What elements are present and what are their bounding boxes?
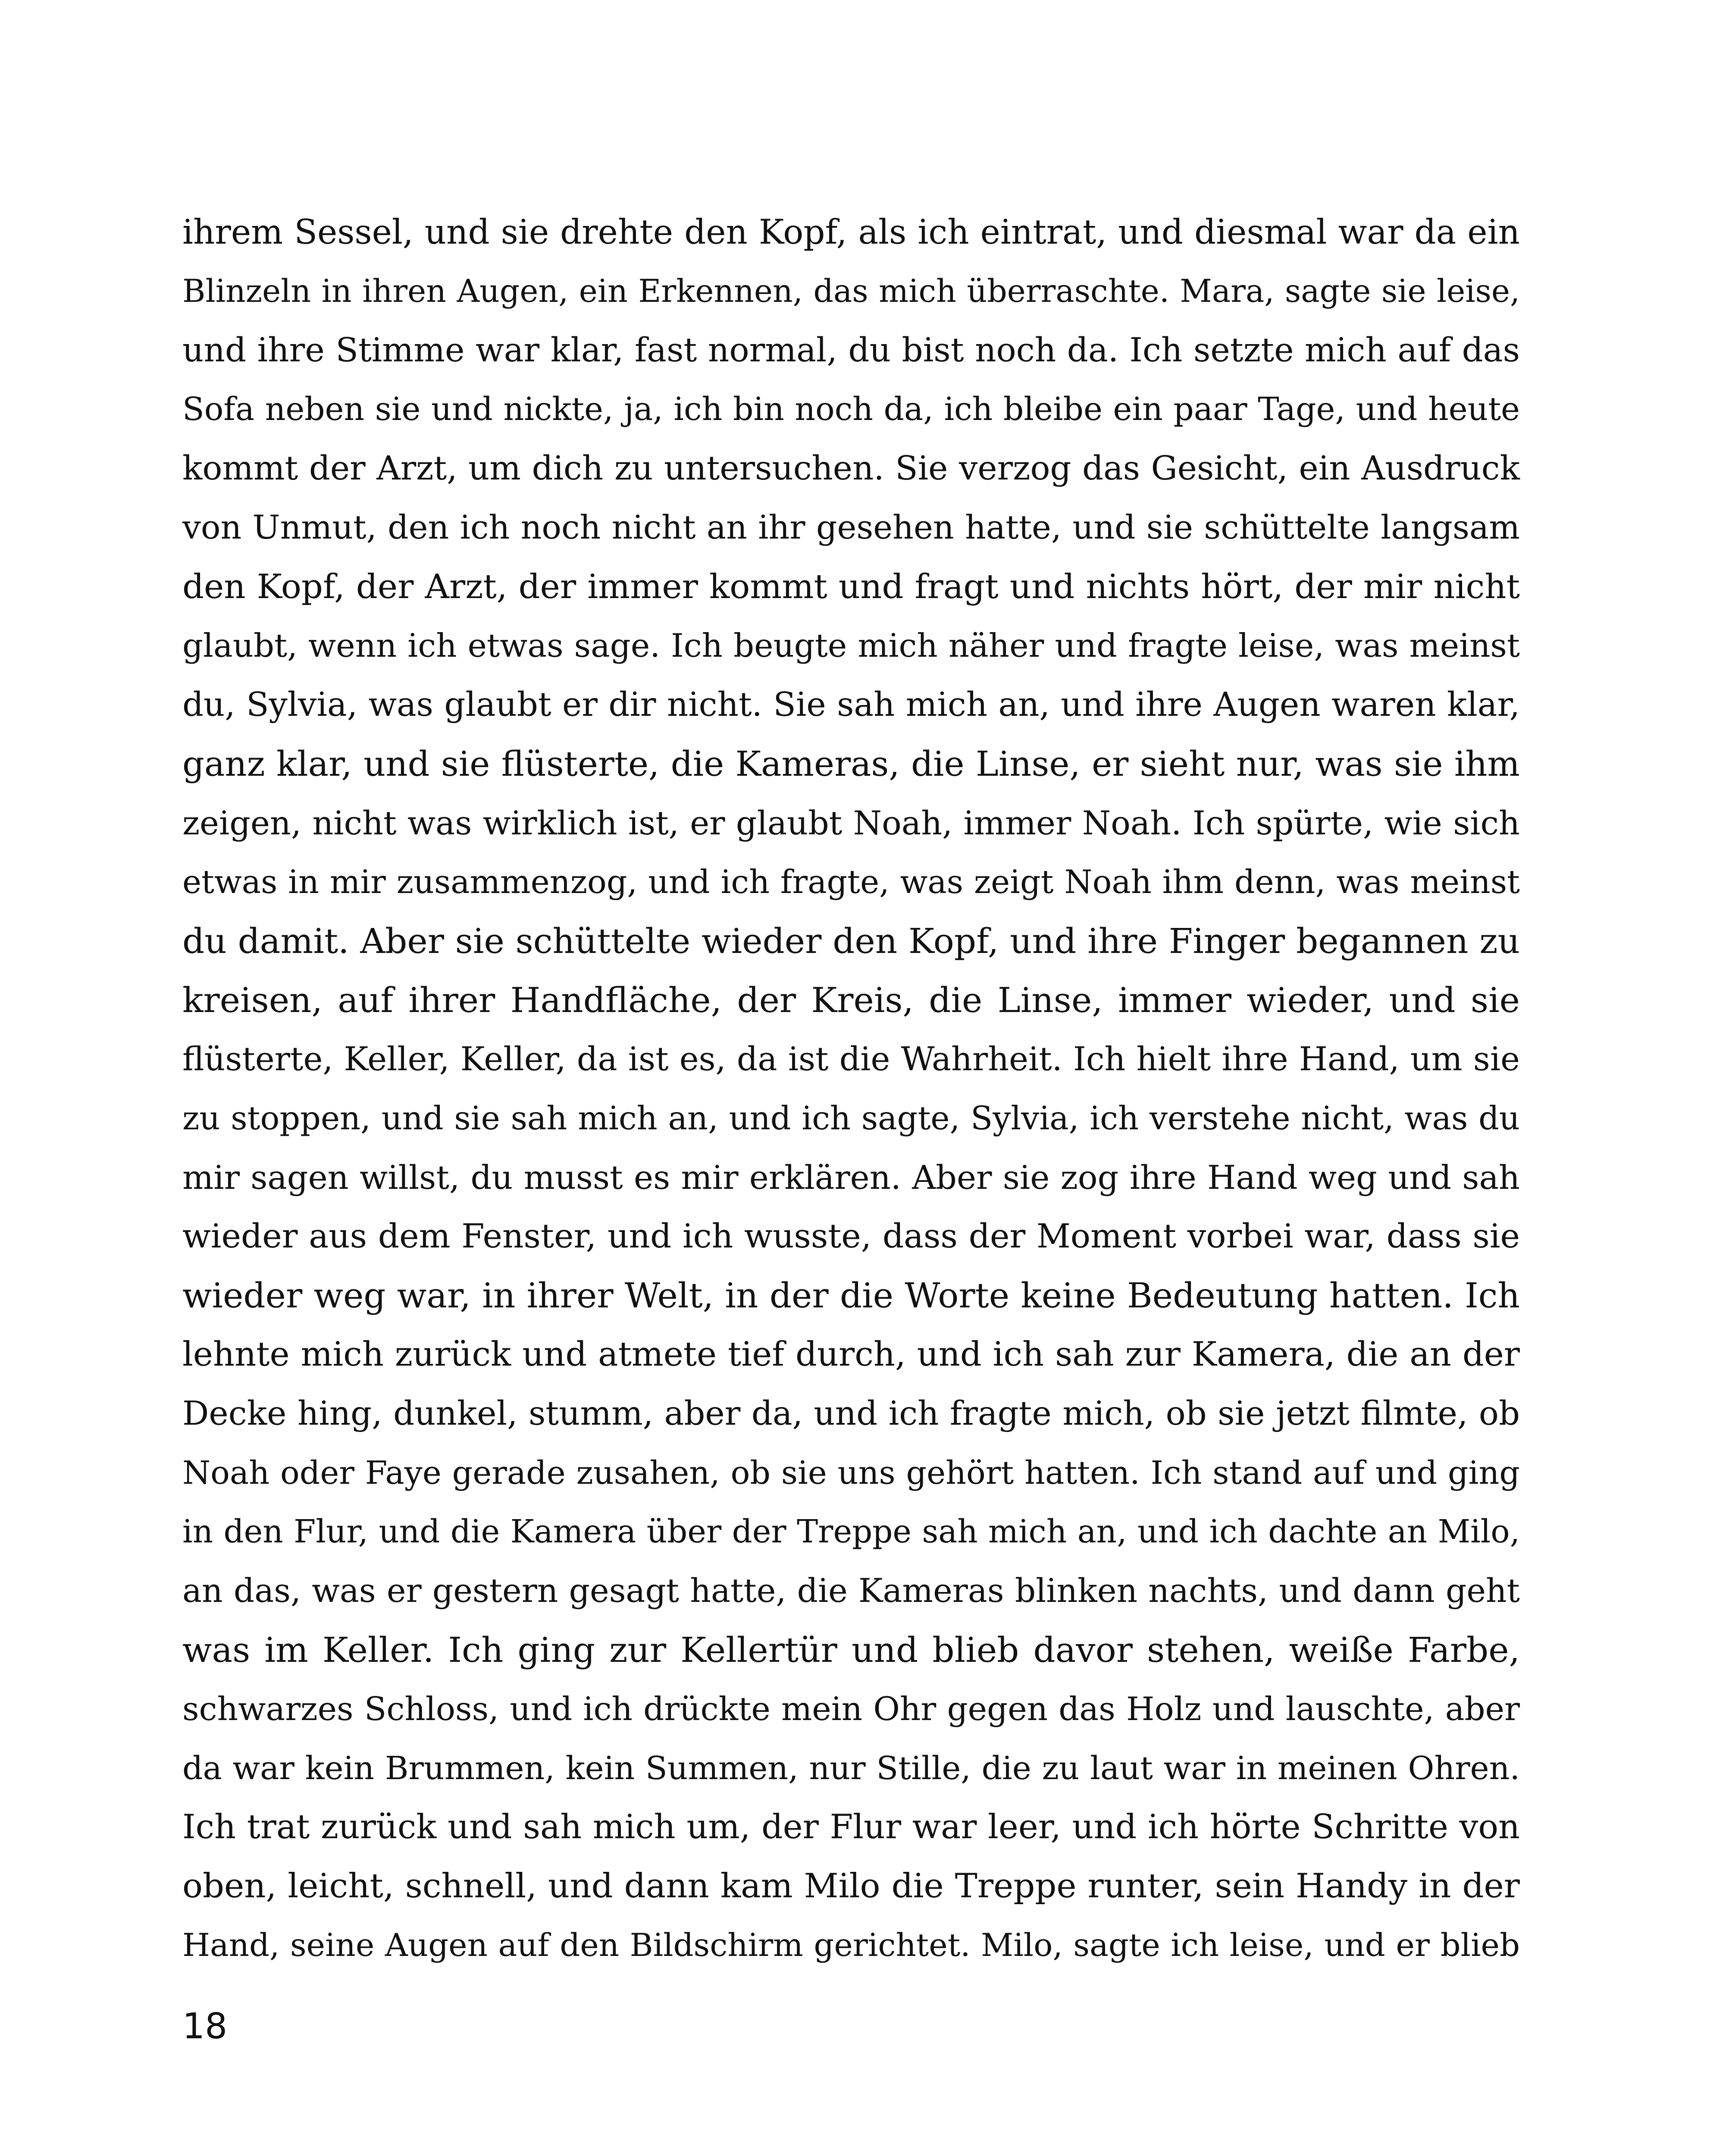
text-line: Sofa neben sie und nickte, ja, ich bin noch da, ich bleibe ein paar Tage, und heute [182, 391, 1520, 428]
text-line: oben, leicht, schnell, und dann kam Milo die Treppe runter, sein Handy in der [182, 1867, 1520, 1905]
text-line: und ihre Stimme war klar, fast normal, du bist noch da. Ich setzte mich auf das [182, 331, 1520, 370]
body-text [182, 203, 1520, 1975]
text-line: Noah oder Faye gerade zusahen, ob sie uns gehört hatten. Ich stand auf und ging [182, 1454, 1520, 1492]
text-line: kreisen, auf ihrer Handfläche, der Kreis, die Linse, immer wieder, und sie [182, 980, 1520, 1020]
text-line: wieder weg war, in ihrer Welt, in der die Worte keine Bedeutung hatten. Ich [182, 1275, 1520, 1316]
text-line: in den Flur, und die Kamera über der Treppe sah mich an, und ich dachte an Milo, [182, 1514, 1520, 1550]
text-line: von Unmut, den ich noch nicht an ihr gesehen hatte, und sie schüttelte langsam [182, 508, 1520, 546]
text-line: was im Keller. Ich ging zur Kellertür und blieb davor stehen, weiße Farbe, [182, 1630, 1520, 1670]
text-line: lehnte mich zurück und atmete tief durch, und ich sah zur Kamera, die an der [182, 1335, 1520, 1374]
text-line: zu stoppen, und sie sah mich an, und ich sagte, Sylvia, ich verstehe nicht, was du [182, 1100, 1520, 1137]
text-line: Hand, seine Augen auf den Bildschirm gerichtet. Milo, sagte ich leise, und er blieb [182, 1927, 1520, 1964]
page-number: 18 [182, 2006, 228, 2047]
text-line: du damit. Aber sie schüttelte wieder den Kopf, und ihre Finger begannen zu [182, 921, 1520, 961]
text-line: zeigen, nicht was wirklich ist, er glaubt Noah, immer Noah. Ich spürte, wie sich [182, 804, 1520, 842]
text-line: Decke hing, dunkel, stumm, aber da, und ich fragte mich, ob sie jetzt filmte, ob [182, 1395, 1520, 1433]
text-line: Ich trat zurück und sah mich um, der Flur war leer, und ich hörte Schritte von [182, 1808, 1520, 1846]
text-line: etwas in mir zusammenzog, und ich fragte, was zeigt Noah ihm denn, was meinst [182, 863, 1520, 901]
text-line: flüsterte, Keller, Keller, da ist es, da ist die Wahrheit. Ich hielt ihre Hand, um sie [182, 1040, 1520, 1078]
text-line: Blinzeln in ihren Augen, ein Erkennen, das mich überraschte. Mara, sagte sie leise, [182, 273, 1520, 310]
text-line: an das, was er gestern gesagt hatte, die Kameras blinken nachts, und dann geht [182, 1572, 1520, 1610]
text-line: schwarzes Schloss, und ich drückte mein Ohr gegen das Holz und lauschte, aber [182, 1690, 1520, 1728]
text-line: ihrem Sessel, und sie drehte den Kopf, als ich eintrat, und diesmal war da ein [182, 213, 1520, 252]
text-line: du, Sylvia, was glaubt er dir nicht. Sie sah mich an, und ihre Augen waren klar, [182, 686, 1520, 724]
text-line: glaubt, wenn ich etwas sage. Ich beugte mich näher und fragte leise, was meinst [182, 627, 1520, 664]
text-line: den Kopf, der Arzt, der immer kommt und fragt und nichts hört, der mir nicht [182, 567, 1520, 606]
text-line: da war kein Brummen, kein Summen, nur Stille, die zu laut war in meinen Ohren. [182, 1749, 1520, 1787]
text-line: ganz klar, und sie flüsterte, die Kameras, die Linse, er sieht nur, was sie ihm [182, 744, 1520, 784]
text-line: kommt der Arzt, um dich zu untersuchen. Sie verzog das Gesicht, ein Ausdruck [182, 449, 1520, 488]
text-line: mir sagen willst, du musst es mir erklären. Aber sie zog ihre Hand weg und sah [182, 1158, 1520, 1197]
text-line: wieder aus dem Fenster, und ich wusste, dass der Moment vorbei war, dass sie [182, 1217, 1520, 1256]
